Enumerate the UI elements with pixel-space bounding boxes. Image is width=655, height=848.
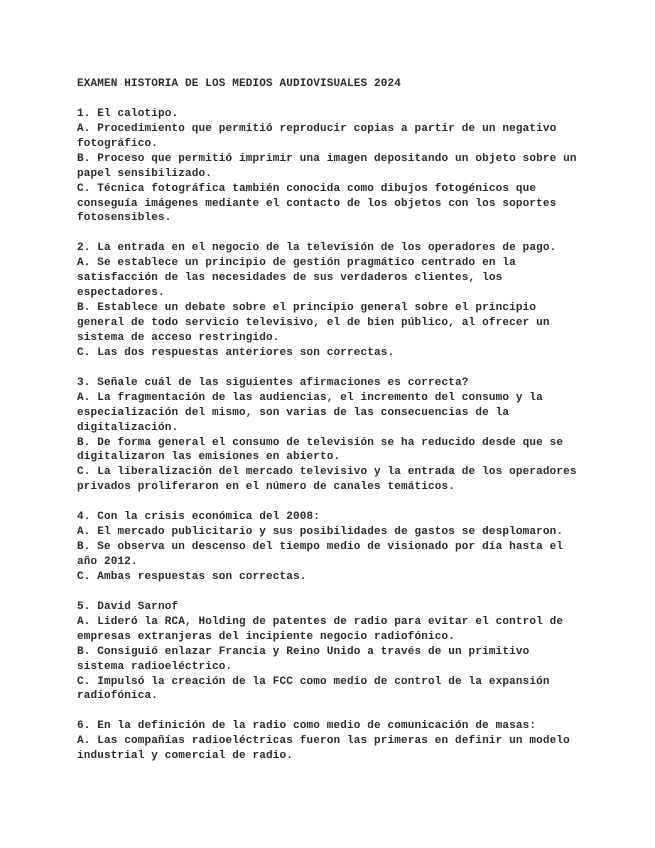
blank-line [77,92,577,107]
question-3 [77,376,577,496]
answer-line: C. Ambas respuestas son correctas. [77,570,307,583]
blank-line [77,585,577,600]
question-text: 3. Señale cuál de las siguientes afirmaciones es correcta? [77,376,469,389]
blank-line [77,361,577,376]
answer-line: A. Procedimiento que permitió reproducir copias a partir de un negativo [77,122,557,135]
answer-line: C. La liberalización del mercado televisivo y la entrada de los operadores [77,466,577,479]
answer-line: sistema radioeléctrico. [77,660,233,673]
answer-line: privados proliferaron en el número de canales temáticos. [77,481,456,494]
answer-line: A. El mercado publicitario y sus posibilidades de gastos se desplomaron. [77,526,564,539]
answer-line: general de todo servicio televisivo, el de bien público, al ofrecer un [77,317,550,329]
answer-line: satisfacción de las necesidades de sus verdaderos clientes, los [77,272,503,285]
blank-line [77,495,577,510]
answer-line: A. Se establece un principio de gestión pragmático centrado en la [77,257,516,270]
answer-line: B. Se observa un descenso del tiempo medio de visionado por día hasta el [77,541,564,554]
question-5 [77,600,577,705]
question-text: 4. Con la crisis económica del 2008: [77,511,321,524]
answer-line: radiofónica. [77,690,159,703]
answer-line: fotográfico. [77,137,159,150]
question-4 [77,510,577,585]
answer-line: digitalizaron las emisiones en abierto. [77,451,341,464]
question-text: 1. El calotipo. [77,107,179,120]
blank-line [77,704,577,719]
answer-line: empresas extranjeras del incipiente negocio radiofónico. [77,630,456,643]
question-6 [77,719,577,764]
answer-line: B. Proceso que permitió imprimir una imagen depositando un objeto sobre un [77,152,577,165]
answer-line: digitalización. [77,421,179,434]
document-title: EXAMEN HISTORIA DE LOS MEDIOS AUDIOVISUALES 2024 [77,78,402,90]
answer-line: C. Técnica fotográfica también conocida como dibujos fotogénicos que [77,182,537,195]
answer-line: A. Las compañías radioeléctricas fueron las primeras en definir un modelo [77,735,570,748]
answer-line: A. La fragmentación de las audiencias, el incremento del consumo y la [77,391,543,404]
answer-line: año 2012. [77,556,138,568]
question-text: 5. David Sarnof [77,600,179,613]
question-text: 6. En la definición de la radio como medio de comunicación de masas: [77,720,537,733]
answer-line: A. Lideró la RCA, Holding de patentes de radio para evitar el control de [77,615,564,628]
answer-line: papel sensibilizado. [77,167,213,180]
blank-line [77,226,577,241]
question-list [77,92,577,764]
answer-line: espectadores. [77,287,165,300]
answer-line: B. De forma general el consumo de televisión se ha reducido desde que se [77,436,564,449]
answer-line: B. Consiguió enlazar Francia y Reino Unido a través de un primitivo [77,645,530,658]
answer-line: B. Establece un debate sobre el principio general sobre el principio [77,302,537,315]
answer-line: especialización del mismo, son varias de las consecuencias de la [77,406,510,419]
answer-line: fotosensibles. [77,212,172,225]
answer-line: C. Las dos respuestas anteriores son correctas. [77,346,395,359]
answer-line: sistema de acceso restringido. [77,331,280,344]
question-2 [77,241,577,361]
answer-line: C. Impulsó la creación de la FCC como medio de control de la expansión [77,675,550,688]
question-1 [77,107,577,227]
answer-line: conseguía imágenes mediante el contacto de los objetos con los soportes [77,197,557,210]
question-text: 2. La entrada en el negocio de la televisión de los operadores de pago. [77,242,557,255]
answer-line: industrial y comercial de radio. [77,750,294,763]
document-page [77,77,577,764]
